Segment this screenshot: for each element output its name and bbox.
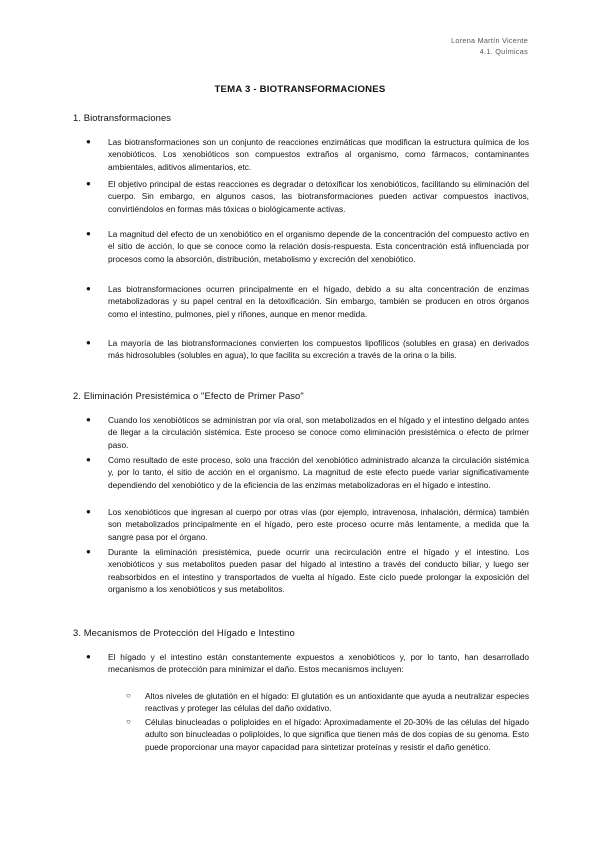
section-heading-3: 3. Mecanismos de Protección del Hígado e Intestino (73, 627, 295, 638)
bullet-icon: ● (86, 455, 91, 464)
sub-bullet-icon: ○ (126, 691, 131, 700)
list-item: Las biotransformaciones ocurren principalmente en el hígado, debido a su alta concentración de enzimas metabolizadoras y su papel central en la detoxificación. Sin embargo, también se producen en otros órganos como el intestino, pulmones, piel y riñones, aunque en menor medida. (108, 284, 529, 319)
document-title: TEMA 3 - BIOTRANSFORMACIONES (214, 84, 386, 95)
author-name: Lorena Martín Vicente (451, 36, 528, 45)
bullet-icon: ● (86, 338, 91, 347)
sub-bullet-icon: ○ (126, 717, 131, 726)
bullet-icon: ● (86, 284, 91, 293)
page-header (451, 36, 528, 57)
list-item: La mayoría de las biotransformaciones convierten los compuestos lipofílicos (solubles en grasa) en derivados más hidrosolubles (solubles en agua), lo que facilita su excreción a través de la orina o la bilis. (108, 338, 529, 361)
bullet-icon: ● (86, 179, 91, 188)
list-item: Como resultado de este proceso, solo una fracción del xenobiótico administrado alcanza la circulación sistémica y, por lo tanto, el sitio de acción en el organismo. La magnitud de este efecto puede variar significativamente dependiendo del xenobiótico y de la eficiencia de las enzimas metabolizadoras en el hígado e intestino. (108, 455, 529, 490)
bullet-icon: ● (86, 229, 91, 238)
bullet-icon: ● (86, 507, 91, 516)
bullet-icon: ● (86, 415, 91, 424)
list-item: El objetivo principal de estas reacciones es degradar o detoxificar los xenobióticos, facilitando su eliminación del cuerpo. Sin embargo, en algunos casos, las biotransformaciones pueden activar compuestos inactivos, convirtiéndolos en formas más tóxicas o biológicamente activas. (108, 179, 529, 214)
sub-list-item: Células binucleadas o poliploides en el hígado: Aproximadamente el 20-30% de las células del hígado adulto son binucleadas o poliploides, lo que significa que tienen más de dos copias de su genoma. Esto puede proporcionar una mayor capacidad para sintetizar proteínas y resistir el daño genético. (145, 717, 529, 752)
section-heading-2: 2. Eliminación Presistémica o "Efecto de Primer Paso" (73, 390, 304, 401)
bullet-icon: ● (86, 652, 91, 661)
list-item: Las biotransformaciones son un conjunto de reacciones enzimáticas que modifican la estructura química de los xenobióticos. Los xenobióticos son compuestos extraños al organismo, como fármacos, contaminantes ambientales, aditivos alimentarios, etc. (108, 137, 529, 172)
bullet-icon: ● (86, 547, 91, 556)
list-item: Cuando los xenobióticos se administran por vía oral, son metabolizados en el hígado y el intestino delgado antes de llegar a la circulación sistémica. Este proceso se conoce como eliminación presistémica o efecto de primer paso. (108, 415, 529, 450)
list-item: La magnitud del efecto de un xenobiótico en el organismo depende de la concentración del compuesto activo en el sitio de acción, lo que se conoce como la relación dosis-respuesta. Esta concentración está influenciada por procesos como la absorción, distribución, metabolismo y excreción del xenobiótico. (108, 229, 529, 264)
list-item: Durante la eliminación presistémica, puede ocurrir una recirculación entre el hígado y el intestino. Los xenobióticos y sus metabolitos pueden pasar del hígado al intestino a través del conducto biliar, y luego ser reabsorbidos en el intestino y transportados de vuelta al hígado. Este ciclo puede prolongar la exposición del organismo a los xenobióticos y sus metabolitos. (108, 547, 529, 595)
bullet-icon: ● (86, 137, 91, 146)
list-item: Los xenobióticos que ingresan al cuerpo por otras vías (por ejemplo, intravenosa, inhalación, dérmica) también son metabolizados principalmente en el hígado, pero este proceso ocurre más lentamente, a medida que la sangre pasa por el órgano. (108, 507, 529, 542)
list-item: El hígado y el intestino están constantemente expuestos a xenobióticos y, por lo tanto, han desarrollado mecanismos de protección para minimizar el daño. Estos mecanismos incluyen: (108, 652, 529, 675)
section-heading-1: 1. Biotransformaciones (73, 112, 172, 123)
course-name: 4.1. Químicas (479, 46, 528, 56)
sub-list-item: Altos niveles de glutatión en el hígado: El glutatión es un antioxidante que ayuda a neutralizar especies reactivas y proteger las células del daño oxidativo. (145, 691, 529, 714)
